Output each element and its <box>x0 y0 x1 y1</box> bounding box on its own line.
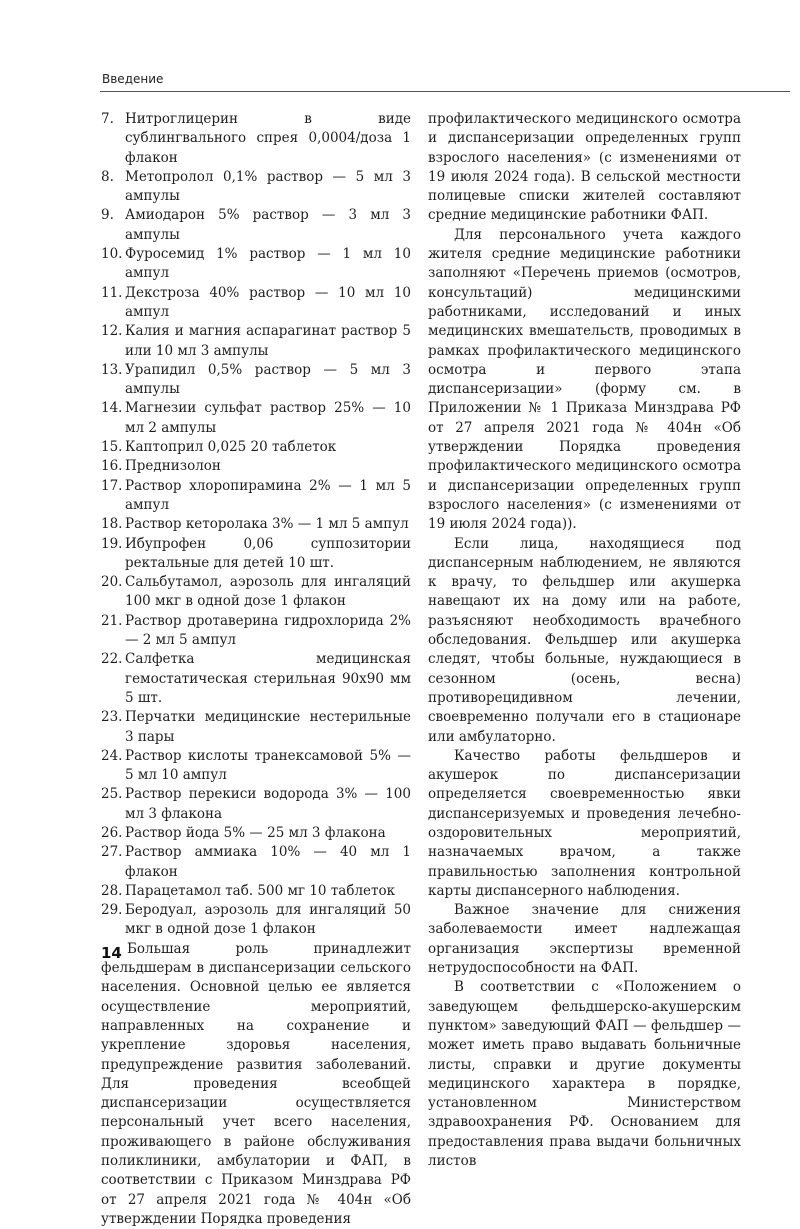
list-item-number: 12. <box>101 323 123 340</box>
list-item-text: Беродуал, аэрозоль для ингаляций 50 мкг в одной дозе 1 флакон <box>125 902 411 938</box>
list-item-number: 11. <box>101 284 123 301</box>
list-item-text: Урапидил 0,5% раствор — 5 мл 3 ампулы <box>125 361 411 398</box>
list-item <box>101 785 411 824</box>
list-item-number: 16. <box>101 458 123 475</box>
left-paragraph: Большая роль принадлежит фельдшерам в диспансеризации сельского населения. Основной целью ее является осуществление мероприятий, направленных на сохранение и укрепление здоровья населения, предупреждение развития заболеваний. Для проведения всеобщей диспансеризации осуществляется персональный учет всего населения, проживающего в районе обслуживания поликлиники, амбулатории и ФАП, в соответствии с Приказом Минздрава РФ от 27 апреля 2021 года № 404н «Об утверждении Порядка проведения <box>101 940 411 1227</box>
right-paragraph-4: Качество работы фельдшеров и акушерок по диспансеризации определяется своевременностью явки диспансеризуемых и проведения лечебно-оздоровительных мероприятий, назначаемых врачом, а также правильностью заполнения контрольной карты диспансерного наблюдения. <box>428 747 741 899</box>
list-item <box>101 515 411 534</box>
list-item-number: 19. <box>101 535 123 552</box>
list-item-text: Нитроглицерин в виде сублингвального спрея 0,0004/доза 1 флакон <box>125 111 411 166</box>
list-item-number: 7. <box>101 111 114 127</box>
list-item-number: 15. <box>101 439 123 456</box>
list-item-number: 10. <box>101 246 123 263</box>
list-item-number: 8. <box>101 168 114 185</box>
list-item-text: Парацетамол таб. 500 мг 10 таблеток <box>125 882 396 899</box>
list-item-number: 18. <box>101 516 123 533</box>
list-item <box>101 245 411 284</box>
list-item-text: Салфетка медицинская гемостатическая стерильная 90х90 мм 5 шт. <box>125 651 411 706</box>
list-item-number: 25. <box>101 786 123 803</box>
list-item-number: 21. <box>101 612 123 629</box>
right-column <box>428 110 741 1171</box>
right-paragraph-1: профилактического медицинского осмотра и диспансеризации определенных групп взрослого населения» (с изменениями от 19 июля 2024 года). В сельской местности полицевые списки жителей составляют средние медицинские работники ФАП. <box>428 111 741 224</box>
list-item-number: 23. <box>101 709 123 726</box>
list-item-number: 24. <box>101 747 123 764</box>
list-item-text: Калия и магния аспарагинат раствор 5 или 10 мл 3 ампулы <box>125 323 411 359</box>
list-item-text: Сальбутамол, аэрозоль для ингаляций 100 мкг в одной дозе 1 флакон <box>125 574 411 610</box>
list-item-text: Раствор аммиака 10% — 40 мл 1 флакон <box>125 844 411 880</box>
list-item-text: Раствор кислоты транексамовой 5% — 5 мл 10 ампул <box>125 747 411 784</box>
list-item <box>101 535 411 574</box>
list-item-number: 20. <box>101 574 123 591</box>
list-item-number: 13. <box>101 361 123 378</box>
list-item-number: 9. <box>101 207 114 224</box>
list-item-number: 14. <box>101 400 123 417</box>
list-item <box>101 747 411 786</box>
list-item-text: Преднизолон <box>125 458 221 475</box>
list-item <box>101 168 411 207</box>
list-item <box>101 361 411 400</box>
drug-list <box>101 110 411 940</box>
list-item-number: 22. <box>101 651 123 668</box>
list-item-text: Фуросемид 1% раствор — 1 мл 10 ампул <box>125 246 411 282</box>
list-item <box>101 612 411 651</box>
list-item-text: Перчатки медицинские нестерильные 3 пары <box>125 709 411 745</box>
list-item <box>101 438 411 457</box>
page-number: 14 <box>101 944 122 962</box>
list-item <box>101 573 411 612</box>
left-column <box>101 110 411 1229</box>
right-paragraph-3: Если лица, находящиеся под диспансерным наблюдением, не являются к врачу, то фельдшер или акушерка навещают их на дому или на работе, разъясняют необходимость врачебного обследования. Фельдшер или акушерка следят, чтобы больные, нуждающиеся в сезонном (осень, весна) противорецидивном лечении, своевременно получали его в стационаре или амбулаторно. <box>428 535 741 745</box>
list-item <box>101 708 411 747</box>
list-item <box>101 399 411 438</box>
running-header: Введение <box>102 72 164 86</box>
right-paragraph-5: Важное значение для снижения заболеваемости имеет надлежащая организация экспертизы временной нетрудоспособности на ФАП. <box>428 902 741 977</box>
list-item-number: 27. <box>101 844 123 861</box>
list-item-number: 17. <box>101 477 123 494</box>
list-item-number: 29. <box>101 902 123 919</box>
list-item <box>101 206 411 245</box>
list-item <box>101 477 411 516</box>
list-item-number: 28. <box>101 882 123 899</box>
list-item <box>101 110 411 168</box>
list-item <box>101 843 411 882</box>
right-paragraph-6: В соответствии с «Положением о заведующем фельдшерско-акушерским пунктом» заведующий ФАП — фельдшер — может иметь право выдавать больничные листы, справки и другие документы медицинского характера в порядке, установленном Министерством здравоохранения РФ. Основанием для предоставления права выдачи больничных листов <box>428 979 741 1170</box>
list-item-text: Каптоприл 0,025 20 таблеток <box>125 439 337 456</box>
list-item <box>101 901 411 940</box>
list-item <box>101 284 411 323</box>
list-item-text: Метопролол 0,1% раствор — 5 мл 3 ампулы <box>125 168 411 205</box>
list-item <box>101 457 411 476</box>
list-item-text: Ибупрофен 0,06 суппозитории ректальные для детей 10 шт. <box>125 535 411 571</box>
header-rule <box>100 91 790 92</box>
list-item <box>101 824 411 843</box>
list-item-text: Раствор йода 5% — 25 мл 3 флакона <box>125 824 386 841</box>
list-item-text: Декстроза 40% раствор — 10 мл 10 ампул <box>125 284 411 320</box>
list-item-text: Раствор перекиси водорода 3% — 100 мл 3 флакона <box>125 786 411 822</box>
list-item-text: Амиодарон 5% раствор — 3 мл 3 ампулы <box>125 207 411 243</box>
list-item <box>101 882 411 901</box>
right-paragraph-2: Для персонального учета каждого жителя средние медицинские работники заполняют «Перечень приемов (осмотров, консультаций) медицинскими работниками, исследований и иных медицинских вмешательств, проводимых в рамках профилактического медицинского осмотра и первого этапа диспансеризации» (форму см. в Приложении № 1 Приказа Минздрава РФ от 27 апреля 2021 года № 404н «Об утверждении Порядка проведения профилактического медицинского осмотра и диспансеризации определенных групп взрослого населения» (с изменениями от 19 июля 2024 года)). <box>428 226 741 533</box>
list-item-text: Раствор кеторолака 3% — 1 мл 5 ампул <box>125 516 409 533</box>
list-item-text: Раствор хлоропирамина 2% — 1 мл 5 ампул <box>125 477 411 513</box>
list-item <box>101 650 411 708</box>
list-item-text: Раствор дротаверина гидрохлорида 2% — 2 мл 5 ампул <box>125 612 411 649</box>
list-item <box>101 322 411 361</box>
list-item-text: Магнезии сульфат раствор 25% — 10 мл 2 ампулы <box>125 400 411 436</box>
list-item-number: 26. <box>101 824 123 841</box>
